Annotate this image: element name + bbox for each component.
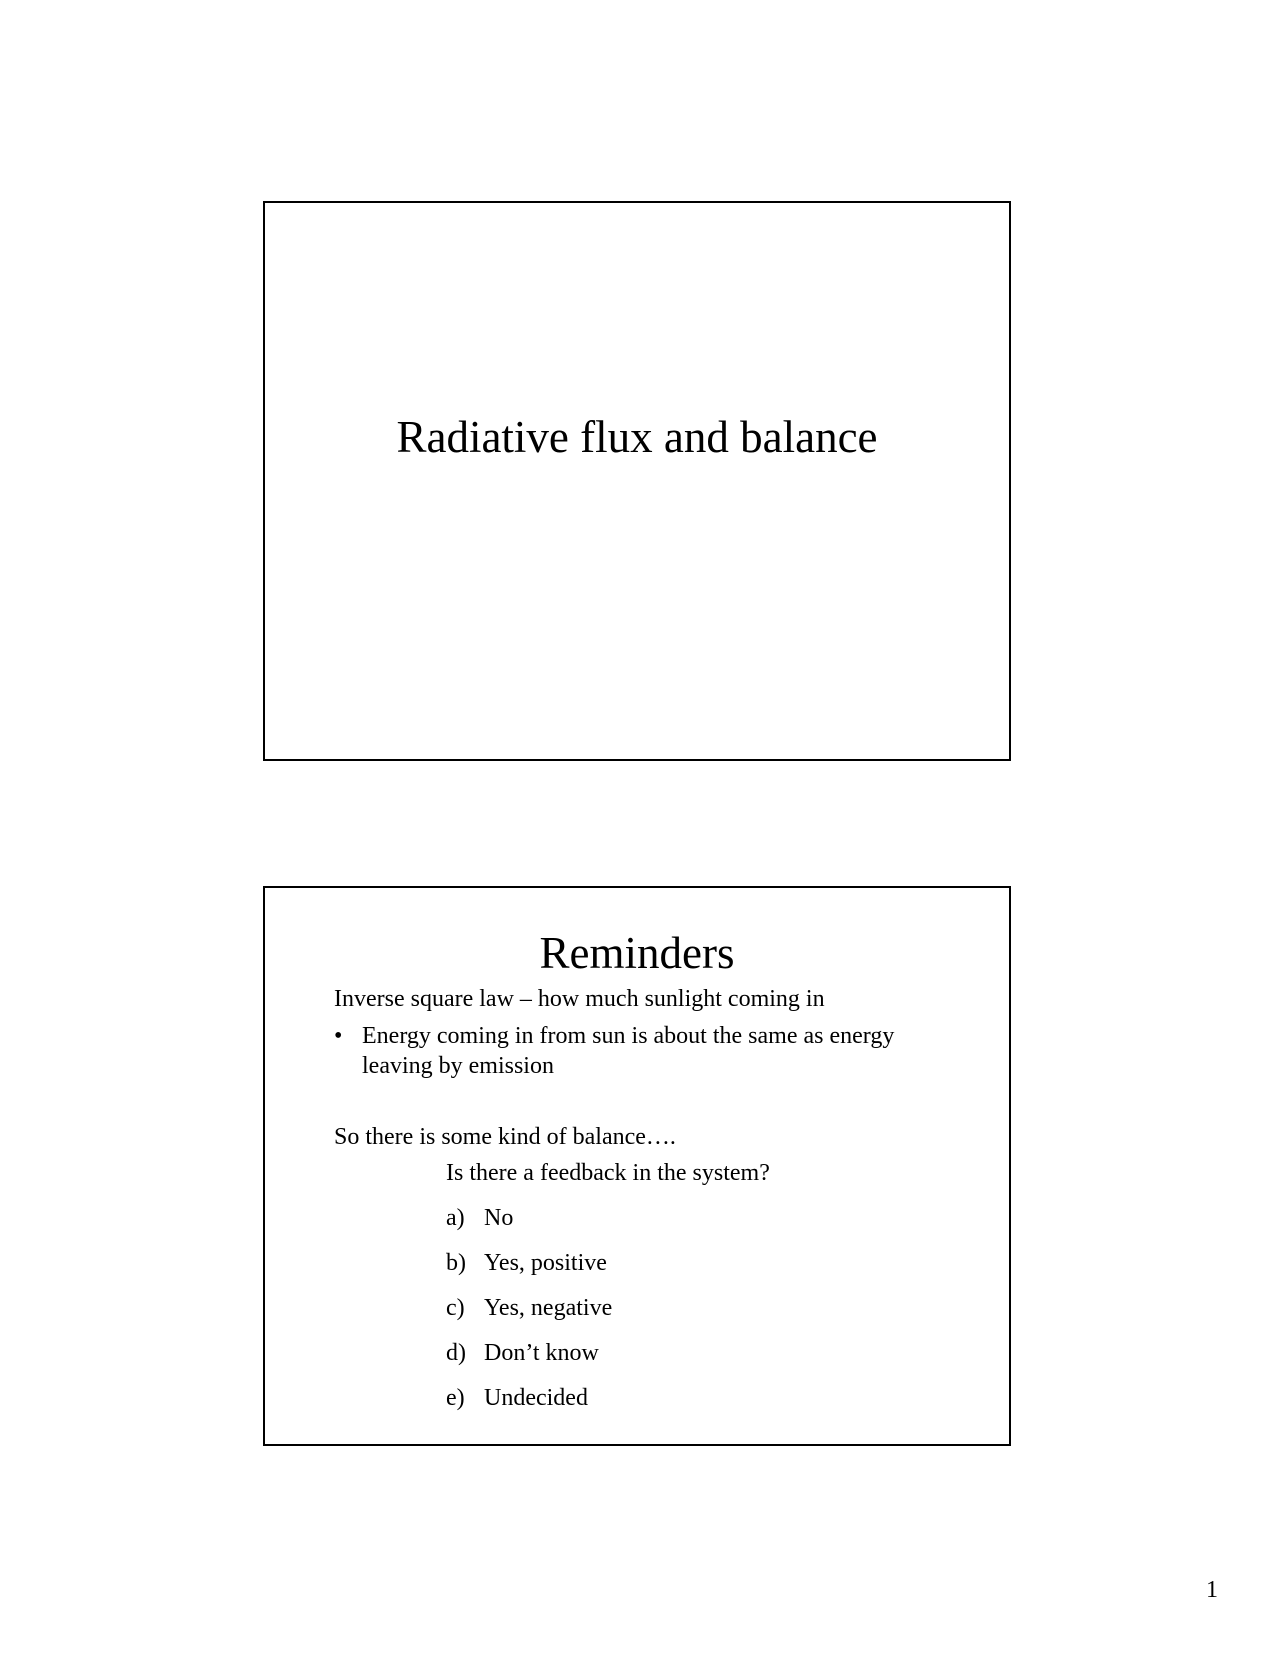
bullet-dot: •: [334, 1023, 343, 1049]
option-letter: e): [446, 1385, 465, 1411]
option-text: Yes, positive: [484, 1250, 607, 1276]
slide-title: [263, 201, 1011, 761]
option-text: Don’t know: [484, 1340, 599, 1366]
balance-line: So there is some kind of balance….: [334, 1124, 676, 1150]
option-d: [446, 1338, 612, 1383]
option-letter: b): [446, 1250, 466, 1276]
slide-reminders: [263, 886, 1011, 1446]
slide-title-heading: Radiative flux and balance: [396, 412, 878, 462]
slide-reminders-heading: Reminders: [539, 928, 735, 978]
feedback-question: Is there a feedback in the system?: [446, 1160, 770, 1186]
page-number: 1: [1206, 1577, 1218, 1603]
option-text: Undecided: [484, 1385, 588, 1411]
option-a: [446, 1203, 612, 1248]
option-letter: d): [446, 1340, 466, 1366]
option-b: [446, 1248, 612, 1293]
option-letter: a): [446, 1205, 465, 1231]
option-e: [446, 1383, 612, 1428]
option-c: [446, 1293, 612, 1338]
intro-line: Inverse square law – how much sunlight coming in: [334, 986, 825, 1012]
option-text: No: [484, 1205, 514, 1231]
option-text: Yes, negative: [484, 1295, 613, 1321]
option-letter: c): [446, 1295, 465, 1321]
answer-options-list: [446, 1203, 612, 1428]
bullet-text: Energy coming in from sun is about the same as energy leaving by emission: [362, 1023, 895, 1079]
